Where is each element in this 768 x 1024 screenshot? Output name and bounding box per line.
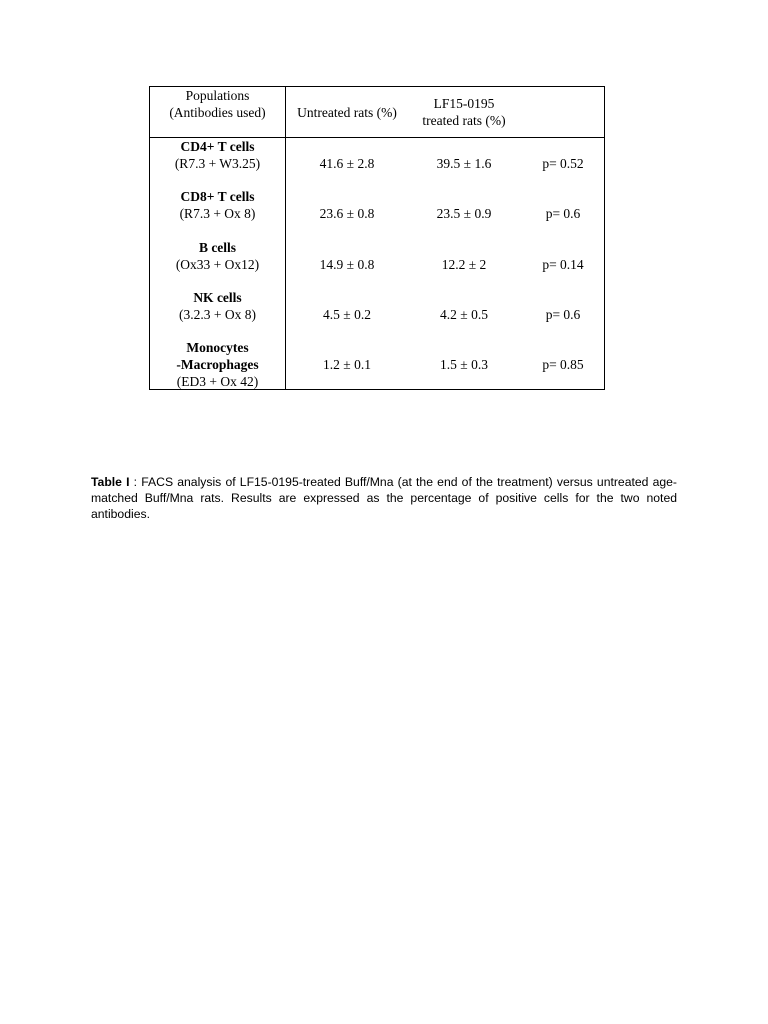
population-antibodies: (Ox33 + Ox12) xyxy=(175,257,260,272)
row-cd8-population xyxy=(150,188,285,222)
population-antibodies: (3.2.3 + Ox 8) xyxy=(179,307,256,322)
untreated-value: 41.6 ± 2.8 xyxy=(319,156,375,171)
population-antibodies: (R7.3 + Ox 8) xyxy=(179,206,256,221)
population-name-line2: -Macrophages xyxy=(176,357,259,372)
caption-label: Table I xyxy=(91,475,130,489)
p-value: p= 0.85 xyxy=(542,357,584,372)
p-value: p= 0.6 xyxy=(545,206,581,221)
population-name: CD4+ T cells xyxy=(180,139,255,154)
header-populations-line1: Populations xyxy=(185,88,250,103)
header-treated-line2: treated rats (%) xyxy=(422,113,506,128)
column-divider xyxy=(285,87,286,389)
header-populations xyxy=(150,87,285,121)
treated-value: 1.5 ± 0.3 xyxy=(440,357,488,372)
row-cd4-population xyxy=(150,138,285,172)
table-caption xyxy=(91,474,677,522)
population-antibodies: (R7.3 + W3.25) xyxy=(174,156,261,171)
treated-value: 4.2 ± 0.5 xyxy=(440,307,488,322)
untreated-value: 4.5 ± 0.2 xyxy=(323,307,371,322)
untreated-value: 14.9 ± 0.8 xyxy=(319,257,375,272)
row-bcells-population xyxy=(150,239,285,273)
p-value: p= 0.6 xyxy=(545,307,581,322)
header-untreated: Untreated rats (%) xyxy=(297,105,397,120)
header-treated xyxy=(408,95,520,129)
population-name: NK cells xyxy=(193,290,242,305)
treated-value: 23.5 ± 0.9 xyxy=(436,206,492,221)
facs-table xyxy=(149,86,605,390)
header-populations-line2: (Antibodies used) xyxy=(169,105,266,120)
untreated-value: 23.6 ± 0.8 xyxy=(319,206,375,221)
row-monocytes-population xyxy=(150,339,285,390)
treated-value: 12.2 ± 2 xyxy=(441,257,487,272)
p-value: p= 0.14 xyxy=(542,257,584,272)
header-treated-line1: LF15-0195 xyxy=(433,96,495,111)
treated-value: 39.5 ± 1.6 xyxy=(436,156,492,171)
population-name: B cells xyxy=(198,240,237,255)
untreated-value: 1.2 ± 0.1 xyxy=(323,357,371,372)
row-nk-population xyxy=(150,289,285,323)
population-antibodies: (ED3 + Ox 42) xyxy=(176,374,259,389)
population-name: CD8+ T cells xyxy=(180,189,255,204)
p-value: p= 0.52 xyxy=(542,156,584,171)
caption-text: : FACS analysis of LF15-0195-treated Buff/Mna (at the end of the treatment) versus untreated age-matched Buff/Mna rats. Results are expressed as the percentage of positive cells for the two noted antibodies. xyxy=(91,475,677,521)
population-name-line1: Monocytes xyxy=(186,340,249,355)
